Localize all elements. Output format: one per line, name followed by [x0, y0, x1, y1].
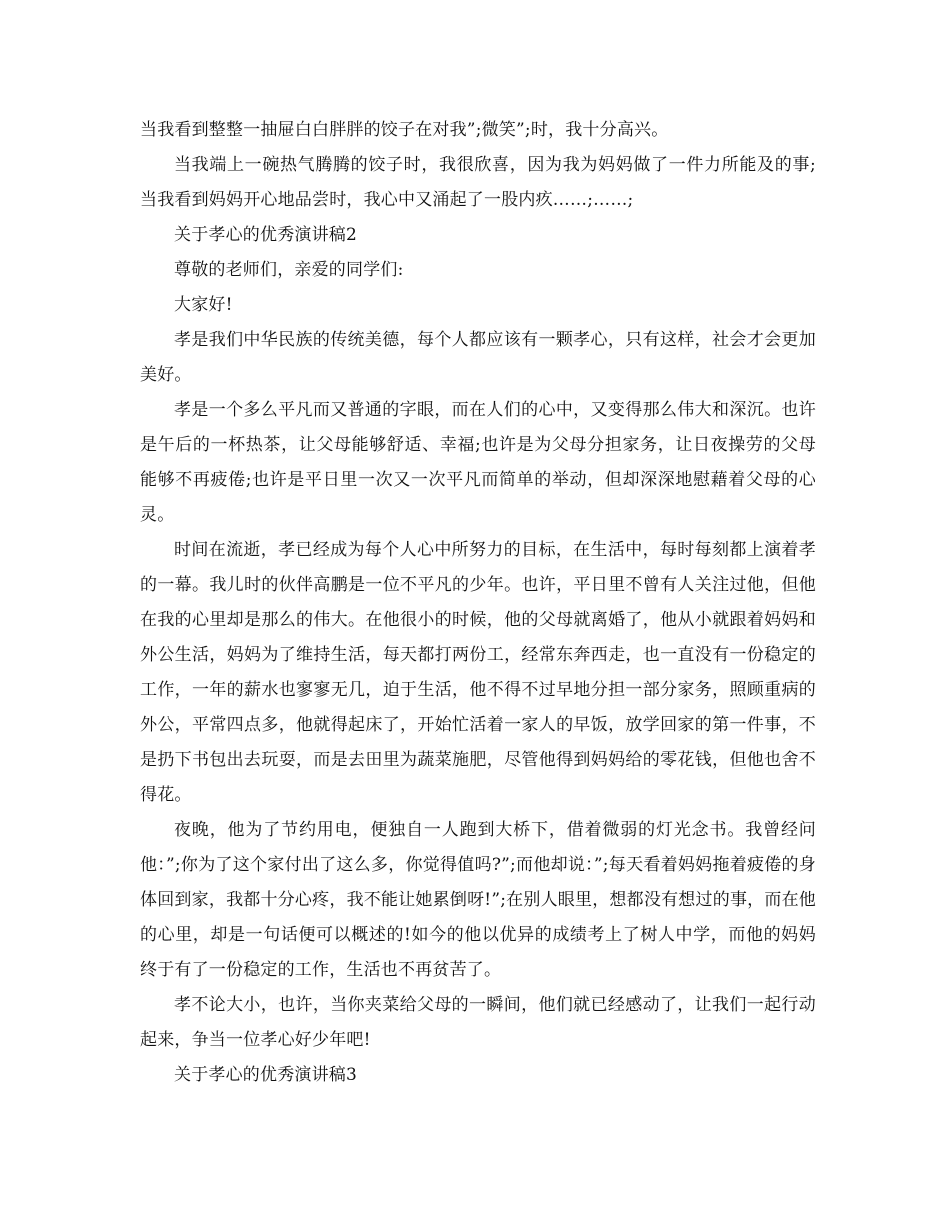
- document-body: [140, 113, 816, 1093]
- paragraph: 当我端上一碗热气腾腾的饺子时，我很欣喜，因为我为妈妈做了一件力所能及的事;当我看到妈妈开心地品尝时，我心中又涌起了一股内疚……;……;: [140, 155, 816, 210]
- paragraph: 孝是我们中华民族的传统美德，每个人都应该有一颗孝心，只有这样，社会才会更加美好。: [140, 330, 816, 385]
- salutation: 尊敬的老师们，亲爱的同学们:: [174, 260, 404, 280]
- section-heading: 关于孝心的优秀演讲稿3: [174, 1065, 358, 1085]
- section-heading: 关于孝心的优秀演讲稿2: [174, 225, 358, 245]
- paragraph: 孝不论大小，也许，当你夹菜给父母的一瞬间，他们就已经感动了，让我们一起行动起来，争当一位孝心好少年吧!: [140, 995, 816, 1050]
- greeting: 大家好!: [174, 295, 233, 315]
- paragraph: 时间在流逝，孝已经成为每个人心中所努力的目标，在生活中，每时每刻都上演着孝的一幕。我儿时的伙伴高鹏是一位不平凡的少年。也许，平日里不曾有人关注过他，但他在我的心里却是那么的伟大。在他很小的时候，他的父母就离婚了，他从小就跟着妈妈和外公生活，妈妈为了维持生活，每天都打两份工，经常东奔西走，也一直没有一份稳定的工作，一年的薪水也寥寥无几，迫于生活，他不得不过早地分担一部分家务，照顾重病的外公，平常四点多，他就得起床了，开始忙活着一家人的早饭，放学回家的第一件事，不是扔下书包出去玩耍，而是去田里为蔬菜施肥，尽管他得到妈妈给的零花钱，但他也舍不得花。: [140, 540, 816, 805]
- paragraph: 夜晚，他为了节约用电，便独自一人跑到大桥下，借着微弱的灯光念书。我曾经问他：”;你为了这个家付出了这么多，你觉得值吗?”;而他却说：”;每天看着妈妈拖着疲倦的身体回到家，我都十分心疼，我不能让她累倒呀!”;在别人眼里，想都没有想过的事，而在他的心里，却是一句话便可以概述的!如今的他以优异的成绩考上了树人中学，而他的妈妈终于有了一份稳定的工作，生活也不再贫苦了。: [140, 820, 816, 980]
- paragraph-continuation: 当我看到整整一抽屉白白胖胖的饺子在对我”;微笑”;时，我十分高兴。: [140, 120, 669, 140]
- paragraph: 孝是一个多么平凡而又普通的字眼，而在人们的心中，又变得那么伟大和深沉。也许是午后的一杯热茶，让父母能够舒适、幸福;也许是为父母分担家务，让日夜操劳的父母能够不再疲倦;也许是平日里一次又一次平凡而简单的举动，但却深深地慰藉着父母的心灵。: [140, 400, 816, 525]
